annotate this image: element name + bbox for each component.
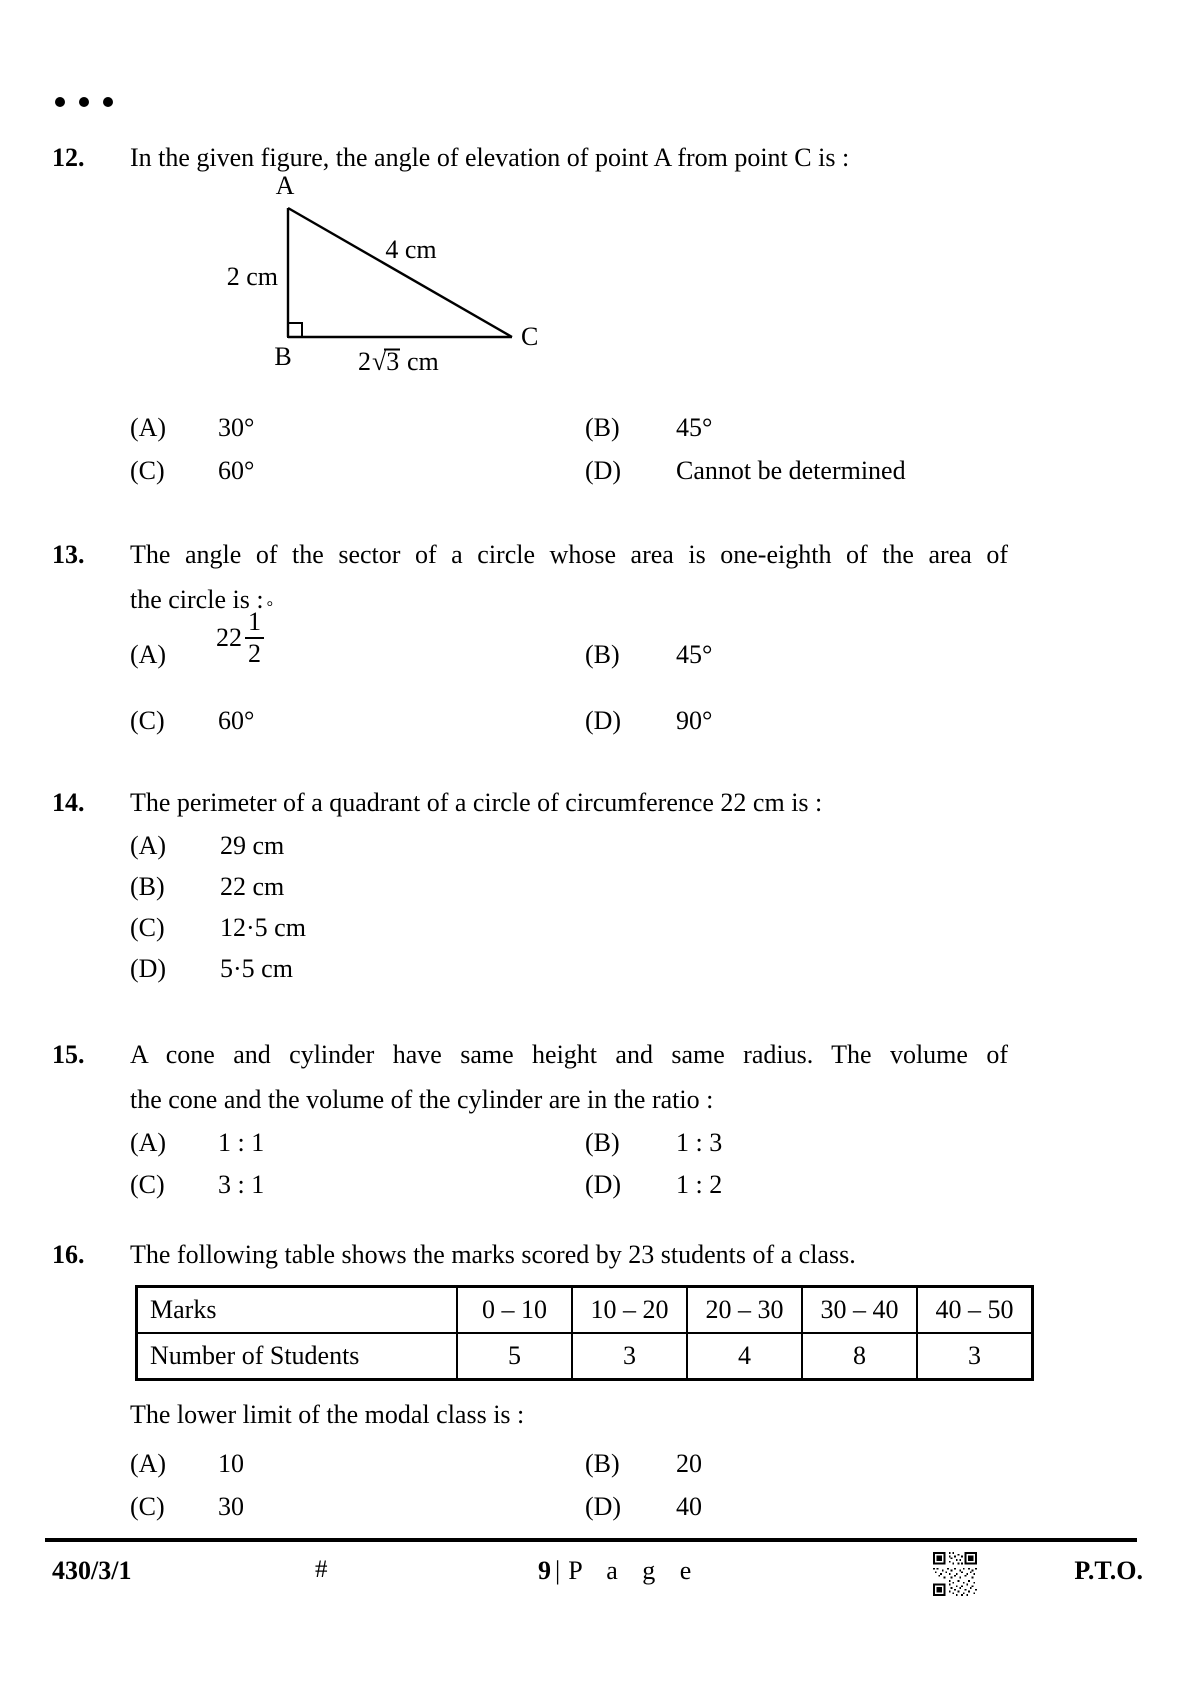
question-14-text: The perimeter of a quadrant of a circle of circumference 22 cm is : [130, 788, 823, 817]
q15-option-b-value: 1 : 3 [676, 1128, 723, 1157]
q12-option-c-value: 60° [218, 456, 255, 485]
q13-option-c-label: (C) [130, 706, 165, 735]
fraction-whole: 22 [216, 623, 242, 653]
fraction-denominator: 2 [248, 639, 261, 669]
student-count: 5 [457, 1333, 572, 1380]
marks-interval: 30 – 40 [802, 1287, 917, 1334]
marks-interval: 10 – 20 [572, 1287, 687, 1334]
q14-option-c-label: (C) [130, 913, 165, 942]
q12-option-c-label: (C) [130, 456, 165, 485]
page-word: P a g e [568, 1556, 701, 1585]
dot-icon [103, 97, 113, 107]
q14-option-a-label: (A) [130, 831, 167, 860]
table-row [137, 1333, 1033, 1380]
side-label-bc-unit: cm [407, 347, 439, 376]
q13-option-b-label: (B) [585, 640, 620, 669]
student-count: 4 [687, 1333, 802, 1380]
page-number: 9 [538, 1556, 551, 1585]
q16-option-d-value: 40 [676, 1492, 702, 1521]
dot-icon [79, 97, 89, 107]
q13-option-a-value [216, 599, 273, 669]
q16-option-c-value: 30 [218, 1492, 244, 1521]
q14-option-d-value: 5·5 cm [220, 954, 293, 983]
q12-option-d-label: (D) [585, 456, 622, 485]
pto-label: P.T.O. [1074, 1556, 1143, 1585]
student-count: 3 [572, 1333, 687, 1380]
degree-symbol: ° [266, 599, 273, 616]
question-15-text-line2: the cone and the volume of the cylinder are in the ratio : [130, 1085, 714, 1114]
q12-option-a-label: (A) [130, 413, 167, 442]
q16-option-a-label: (A) [130, 1449, 167, 1478]
vertex-label-c: C [521, 322, 539, 351]
marks-frequency-table [135, 1285, 1034, 1381]
q16-option-a-value: 10 [218, 1449, 244, 1478]
q14-option-d-label: (D) [130, 954, 167, 983]
dot-icon [55, 97, 65, 107]
q13-option-d-value: 90° [676, 706, 713, 735]
right-angle-marker [288, 323, 302, 337]
fraction-numerator: 1 [245, 608, 264, 639]
question-14-number: 14. [52, 788, 85, 817]
question-16-text: The following table shows the marks scored by 23 students of a class. [130, 1240, 856, 1269]
triangle-figure [198, 166, 563, 381]
q16-option-b-value: 20 [676, 1449, 702, 1478]
q14-option-b-label: (B) [130, 872, 165, 901]
student-count: 3 [917, 1333, 1033, 1380]
q12-option-d-value: Cannot be determined [676, 456, 906, 485]
side-label-bc-radical: √3 [372, 347, 400, 376]
q13-option-c-value: 60° [218, 706, 255, 735]
q16-option-d-label: (D) [585, 1492, 622, 1521]
continuation-dots-icon [55, 97, 113, 107]
q13-option-d-label: (D) [585, 706, 622, 735]
q14-option-b-value: 22 cm [220, 872, 285, 901]
q14-option-a-value: 29 cm [220, 831, 285, 860]
qr-code-icon [933, 1552, 977, 1596]
student-count: 8 [802, 1333, 917, 1380]
q12-option-b-label: (B) [585, 413, 620, 442]
side-label-bc-coeff: 2 [358, 347, 371, 376]
question-16-number: 16. [52, 1240, 85, 1269]
fraction-stack [245, 599, 273, 669]
q12-option-a-value: 30° [218, 413, 255, 442]
q15-option-d-value: 1 : 2 [676, 1170, 723, 1199]
marks-interval: 0 – 10 [457, 1287, 572, 1334]
q15-option-b-label: (B) [585, 1128, 620, 1157]
vertex-label-b: B [274, 342, 292, 371]
table-row [137, 1287, 1033, 1334]
question-13-text-line2: the circle is : [130, 585, 264, 614]
question-12-number: 12. [52, 143, 85, 172]
q16-option-b-label: (B) [585, 1449, 620, 1478]
q15-option-d-label: (D) [585, 1170, 622, 1199]
q13-option-b-value: 45° [676, 640, 713, 669]
paper-code: 430/3/1 [52, 1556, 132, 1585]
q15-option-a-label: (A) [130, 1128, 167, 1157]
side-label-ab: 2 cm [226, 262, 278, 291]
question-15-text-line1: A cone and cylinder have same height and same radius. The volume of [130, 1040, 1008, 1069]
question-16-text2: The lower limit of the modal class is : [130, 1400, 525, 1429]
side-label-ac: 4 cm [385, 235, 437, 264]
table-row-header-marks: Marks [137, 1287, 458, 1334]
q13-option-a-label: (A) [130, 640, 167, 669]
question-13-text-line1: The angle of the sector of a circle whose area is one-eighth of the area of [130, 540, 1008, 569]
page-separator: | [555, 1556, 561, 1585]
marks-interval: 40 – 50 [917, 1287, 1033, 1334]
q15-option-a-value: 1 : 1 [218, 1128, 265, 1157]
vertex-label-a: A [275, 171, 295, 200]
table-row-header-students: Number of Students [137, 1333, 458, 1380]
q14-option-c-value: 12·5 cm [220, 913, 306, 942]
center-mark: # [315, 1556, 328, 1583]
question-13-number: 13. [52, 540, 85, 569]
page-indicator [538, 1556, 700, 1586]
q12-option-b-value: 45° [676, 413, 713, 442]
question-12-text: In the given figure, the angle of elevation of point A from point C is : [130, 143, 850, 172]
marks-interval: 20 – 30 [687, 1287, 802, 1334]
footer-divider [45, 1538, 1137, 1542]
q15-option-c-label: (C) [130, 1170, 165, 1199]
triangle-side-ac [288, 208, 512, 337]
q16-option-c-label: (C) [130, 1492, 165, 1521]
q15-option-c-value: 3 : 1 [218, 1170, 265, 1199]
question-15-number: 15. [52, 1040, 85, 1069]
